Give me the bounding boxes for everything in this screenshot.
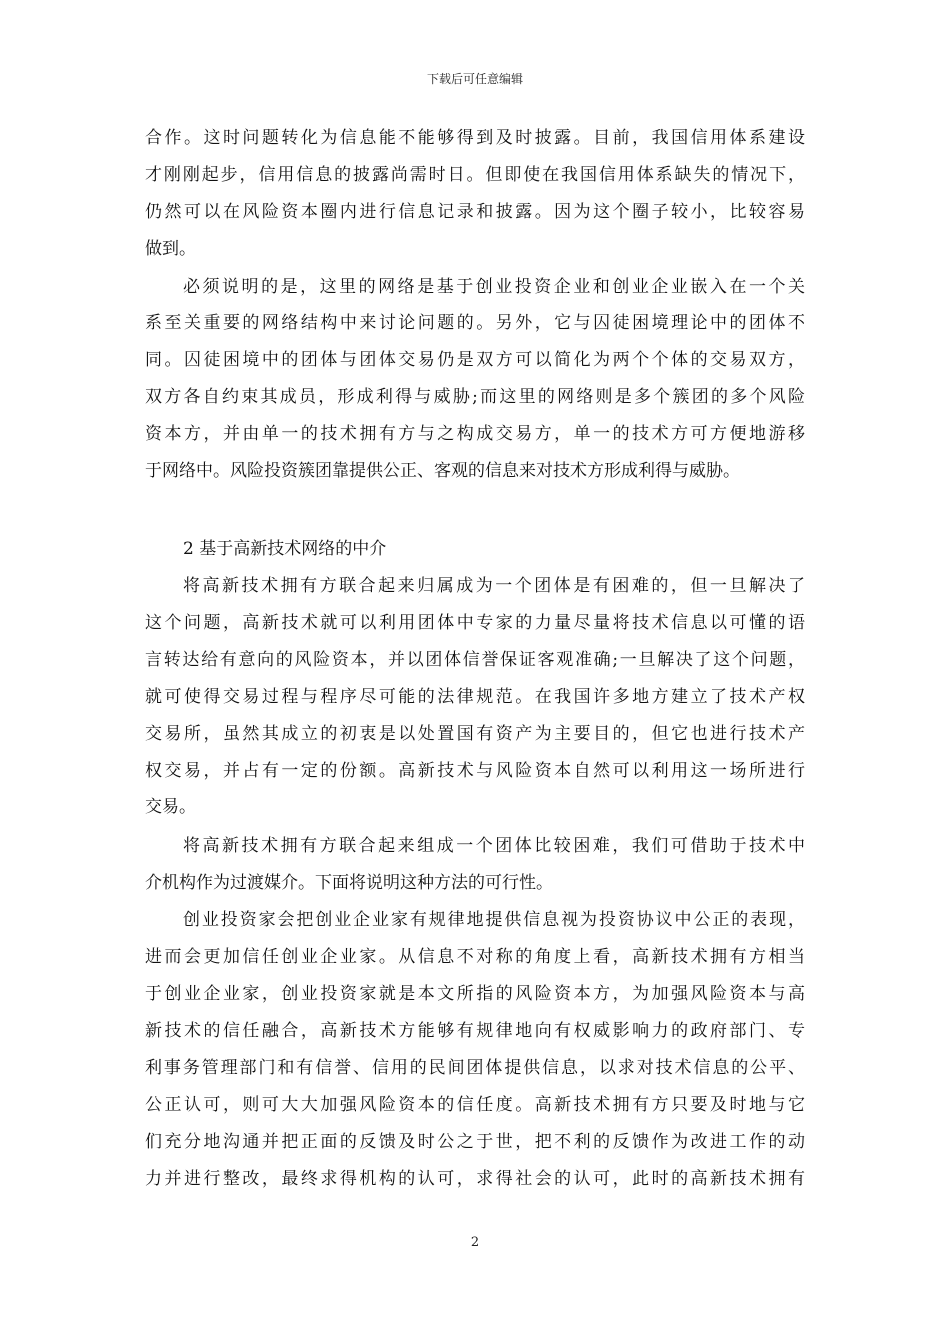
text-line: 就可使得交易过程与程序尽可能的法律规范。在我国许多地方建立了技术产权 [145,687,805,707]
text-line: 进而会更加信任创业企业家。从信息不对称的角度上看，高新技术拥有方相当 [145,947,805,967]
text-line: 新技术的信任融合，高新技术方能够有规律地向有权威影响力的政府部门、专 [145,1021,805,1041]
text-line: 仍然可以在风险资本圈内进行信息记录和披露。因为这个圈子较小，比较容易 [145,202,805,222]
text-line: 资本方，并由单一的技术拥有方与之构成交易方，单一的技术方可方便地游移 [145,424,805,444]
text-line: 力并进行整改，最终求得机构的认可，求得社会的认可，此时的高新技术拥有 [145,1169,805,1189]
text-line: 权交易，并占有一定的份额。高新技术与风险资本自然可以利用这一场所进行 [145,761,805,781]
text-line: 做到。 [145,239,196,259]
text-line: 同。囚徒困境中的团体与团体交易仍是双方可以简化为两个个体的交易双方， [145,350,805,370]
text-line: 将高新技术拥有方联合起来归属成为一个团体是有困难的，但一旦解决了 [183,576,805,596]
text-line: 创业投资家会把创业企业家有规律地提供信息视为投资协议中公正的表现， [183,910,805,930]
text-line: 利事务管理部门和有信誉、信用的民间团体提供信息，以求对技术信息的公平、 [145,1058,805,1078]
page-number: 2 [470,1235,480,1250]
text-line: 必须说明的是，这里的网络是基于创业投资企业和创业企业嵌入在一个关 [183,277,805,297]
text-line: 合作。这时问题转化为信息能不能够得到及时披露。目前，我国信用体系建设 [145,128,805,148]
text-line: 公正认可，则可大大加强风险资本的信任度。高新技术拥有方只要及时地与它 [145,1095,805,1115]
text-line: 们充分地沟通并把正面的反馈及时公之于世，把不利的反馈作为改进工作的动 [145,1132,805,1152]
text-line: 双方各自约束其成员，形成利得与威胁;而这里的网络则是多个簇团的多个风险 [145,387,805,407]
section-heading: 2 基于高新技术网络的中介 [183,539,387,559]
text-line: 才刚刚起步，信用信息的披露尚需时日。但即使在我国信用体系缺失的情况下， [145,165,805,185]
text-line: 这个问题，高新技术就可以利用团体中专家的力量尽量将技术信息以可懂的语 [145,613,805,633]
text-line: 系至关重要的网络结构中来讨论问题的。另外，它与囚徒困境理论中的团体不 [145,313,805,333]
text-line: 交易所，虽然其成立的初衷是以处置国有资产为主要目的，但它也进行技术产 [145,724,805,744]
text-line: 将高新技术拥有方联合起来组成一个团体比较困难，我们可借助于技术中 [183,836,805,856]
text-line: 交易。 [145,797,196,817]
page-header: 下载后可任意编辑 [426,72,523,86]
text-line: 言转达给有意向的风险资本，并以团体信誉保证客观准确;一旦解决了这个问题， [145,650,805,670]
text-line: 介机构作为过渡媒介。下面将说明这种方法的可行性。 [145,873,553,893]
text-line: 于网络中。风险投资簇团靠提供公正、客观的信息来对技术方形成利得与威胁。 [145,461,740,481]
text-line: 于创业企业家，创业投资家就是本文所指的风险资本方，为加强风险资本与高 [145,984,805,1004]
